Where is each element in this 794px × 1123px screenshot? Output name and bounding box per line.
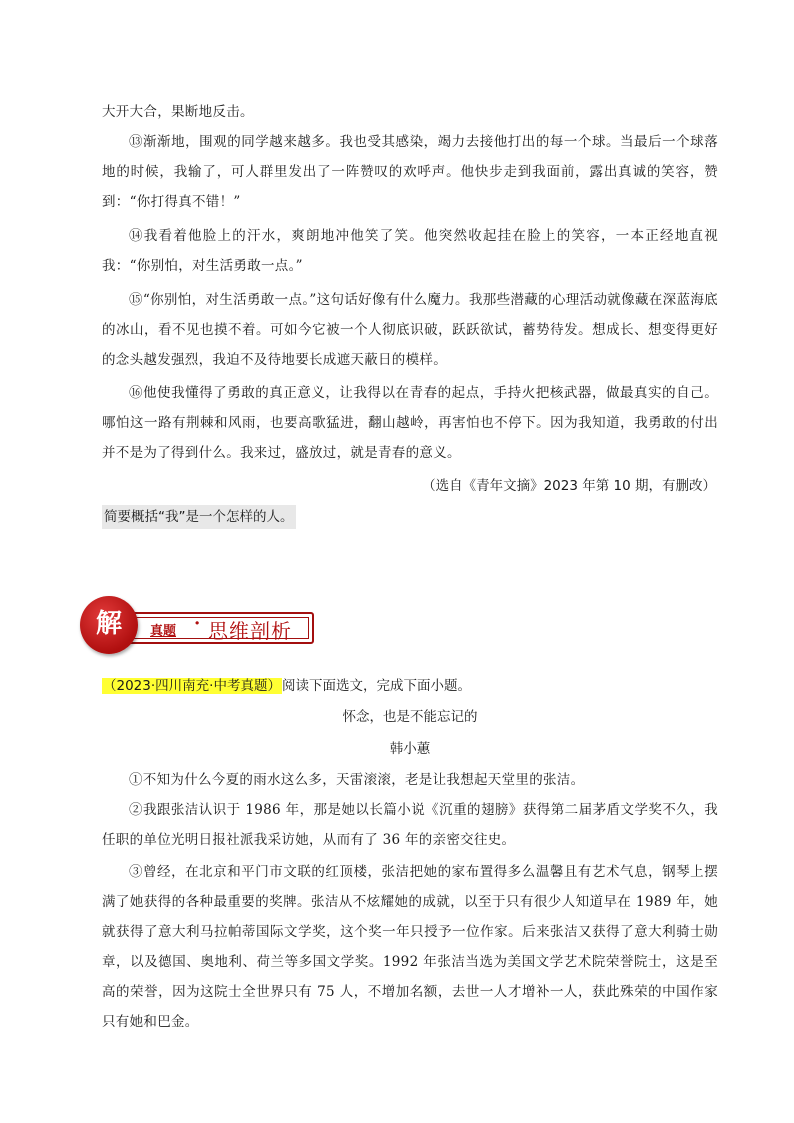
source-citation: （选自《青年文摘》2023 年第 10 期，有删改） — [422, 478, 716, 494]
question-text: 简要概括“我”是一个怎样的人。 — [102, 505, 296, 529]
paragraph-13: ⑬渐渐地，围观的同学越来越多。我也受其感染，竭力去接他打出的每一个球。当最后一个球落地的时候，我输了，可人群里发出了一阵赞叹的欢呼声。他快步走到我面前，露出真诚的笑容，赞到：“你打得真不错！” — [102, 134, 718, 210]
article-title: 怀念，也是不能忘记的 — [342, 709, 478, 725]
article-author: 韩小蕙 — [389, 741, 431, 757]
prompt-text: 阅读下面选文，完成下面小题。 — [281, 678, 471, 694]
paragraph-3: ③曾经，在北京和平门市文联的红顶楼，张洁把她的家布置得多么温馨且有艺术气息，钢琴上摆满了她获得的各种最重要的奖牌。张洁从不炫耀她的成就，以至于只有很少人知道早在 1989 年，她就获得了意大利马拉帕蒂国际文学奖，这个奖一年只授予一位作家。后来张洁又获得了意大利骑士勋章，以及德国、奥地利、荷兰等多国文学奖。1992 年张洁当选为美国文学艺术院荣誉院士，这是至高的荣誉，因为这院士全世界只有 75 人，不增加名额，去世一人才增补一人，获此殊荣的中国作家只有她和巴金。 — [102, 864, 718, 1030]
banner-frame — [126, 612, 314, 644]
exam-prompt — [102, 674, 471, 698]
banner-circle-badge: 解 — [80, 596, 138, 654]
paragraph-1: ①不知为什么今夏的雨水这么多，天雷滚滚，老是让我想起天堂里的张洁。 — [129, 772, 585, 788]
paragraph-2: ②我跟张洁认识于 1986 年，那是她以长篇小说《沉重的翅膀》获得第二届茅盾文学奖不久，我任职的单位光明日报社派我采访她，从而有了 36 年的亲密交往史。 — [102, 802, 718, 848]
banner-dot: · — [194, 613, 201, 634]
paragraph-14: ⑭我看着他脸上的汗水，爽朗地冲他笑了笑。他突然收起挂在脸上的笑容，一本正经地直视我：“你别怕，对生活勇敢一点。” — [102, 228, 718, 274]
paragraph-15: ⑮“你别怕，对生活勇敢一点。”这句话好像有什么魔力。我那些潜藏的心理活动就像藏在深蓝海底的冰山，看不见也摸不着。可如今它被一个人彻底识破，跃跃欲试，蓄势待发。想成长、想变得更好的念头越发强烈，我迫不及待地要长成遮天蔽日的模样。 — [102, 292, 718, 368]
banner-tag: 真题 — [150, 624, 177, 639]
banner-title: 思维剖析 — [208, 619, 292, 643]
paragraph-continuation: 大开大合，果断地反击。 — [102, 104, 254, 120]
section-banner — [80, 596, 320, 660]
exam-source-tag: （2023·四川南充·中考真题） — [103, 678, 281, 694]
paragraph-16: ⑯他使我懂得了勇敢的真正意义，让我得以在青春的起点，手持火把核武器，做最真实的自己。哪怕这一路有荆棘和风雨，也要高歌猛进，翻山越岭，再害怕也不停下。因为我知道，我勇敢的付出并不是为了得到什么。我来过，盛放过，就是青春的意义。 — [102, 385, 718, 461]
